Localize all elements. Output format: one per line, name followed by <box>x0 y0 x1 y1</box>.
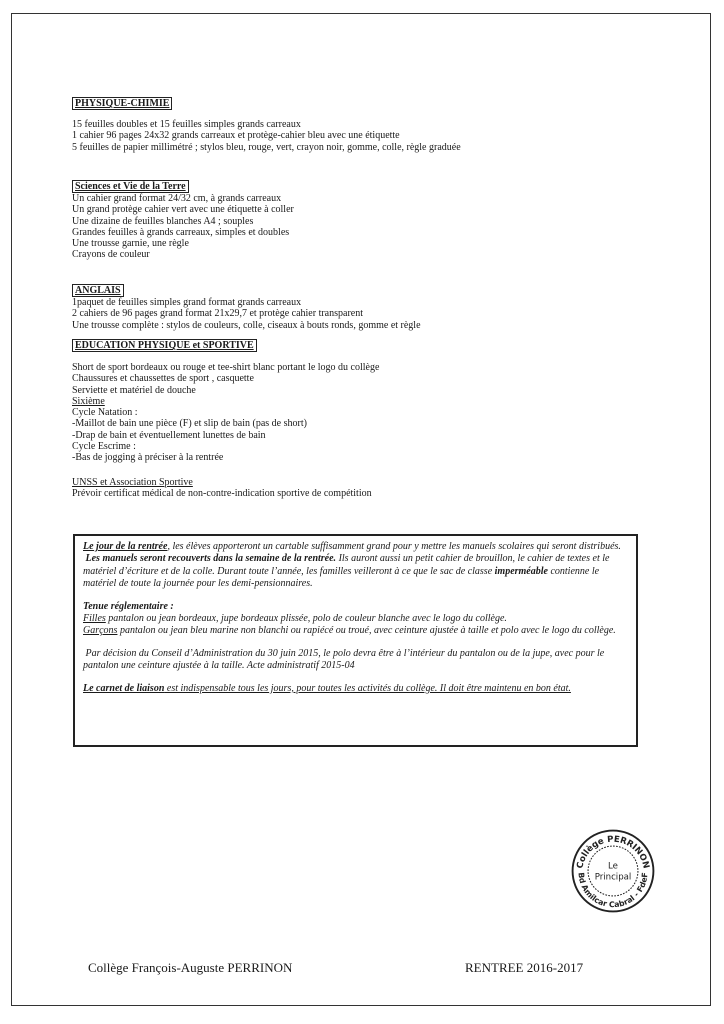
notice-text: Par décision du Conseil d’Administration du 30 juin 2015, le polo devra être à l’intérieur du pantalon ou de la jupe, avec pour le pantalon une ceinture ajustée à la taille. Acte administratif 2015-04 <box>83 647 605 672</box>
carnet-paragraph <box>83 683 628 695</box>
list-item: Short de sport bordeaux ou rouge et tee-shirt blanc portant le logo du collège <box>72 362 380 373</box>
stamp-bottom-text: Bd Amilcar Cabral - FdeF <box>576 872 650 910</box>
list-item: Chaussures et chaussettes de sport , casquette <box>72 373 254 385</box>
garcons-label: Garçons <box>83 625 118 637</box>
notice-lead: Les manuels seront recouverts dans la semaine de la rentrée. <box>85 553 337 565</box>
notice-emphasis: imperméable <box>494 565 548 577</box>
list-item: -Maillot de bain une pièce (F) et slip de bain (pas de short) <box>72 418 307 430</box>
decision-paragraph <box>83 648 628 673</box>
stamp-center-line2: Principal <box>594 872 632 883</box>
list-item: -Bas de jogging à préciser à la rentrée <box>72 452 224 464</box>
list-item: Cycle Escrime : <box>72 441 136 453</box>
notice-text: pantalon ou jean bleu marine non blanchi ou rapiécé ou troué, avec ceinture ajustée à taille et polo avec le logo du collège. <box>117 625 616 637</box>
section-heading: ANGLAIS <box>72 284 124 297</box>
list-item: Une trousse complète : stylos de couleurs, colle, ciseaux à bouts ronds, gomme et règle <box>72 319 421 331</box>
carnet-lead: Le carnet de liaison <box>83 682 165 694</box>
notice-text: , les élèves apporteront un cartable suffisamment grand pour y mettre les manuels scolaires qui seront distribués. <box>167 541 621 552</box>
section-physique-chimie <box>72 97 461 153</box>
footer-school-name: Collège François-Auguste PERRINON <box>88 960 293 975</box>
stamp-top-text: Collège PERRINON <box>575 834 651 870</box>
garcons-rule <box>83 625 628 637</box>
tenue-heading-text: Tenue réglementaire : <box>83 600 174 612</box>
tenue-heading <box>83 601 628 613</box>
section-heading: PHYSIQUE-CHIMIE <box>72 97 172 110</box>
list-item: Une dizaine de feuilles blanches A4 ; souples <box>72 215 254 227</box>
filles-label: Filles <box>83 613 106 625</box>
stamp-center-line1: Le <box>608 861 618 872</box>
notice-paragraph <box>83 541 628 553</box>
notice-text: pantalon ou jean bordeaux, jupe bordeaux plissée, polo de couleur blanche avec le logo du collège. <box>105 613 507 625</box>
list-item: 15 feuilles doubles et 15 feuilles simples grands carreaux <box>72 119 301 130</box>
list-item: Un grand protège cahier vert avec une étiquette à coller <box>72 204 294 216</box>
footer-year: RENTREE 2016-2017 <box>465 960 584 975</box>
list-item: Un cahier grand format 24/32 cm, à grands carreaux <box>72 193 282 204</box>
list-item: 1paquet de feuilles simples grand format grands carreaux <box>72 297 302 308</box>
list-item: Serviette et matériel de douche <box>72 384 196 396</box>
notice-paragraph <box>83 553 628 590</box>
list-item: 2 cahiers de 96 pages grand format 21x29,7 et protège cahier transparent <box>72 308 363 320</box>
notice-text: contienne le matériel de toute la journée pour les demi-pensionnaires. <box>83 565 600 590</box>
section-heading: EDUCATION PHYSIQUE et SPORTIVE <box>72 339 257 352</box>
unss-label: UNSS et Association Sportive <box>72 476 193 488</box>
section-anglais <box>72 284 421 331</box>
notice-text: est indispensable tous les jours, pour toutes les activités du collège. Il doit être maintenu en bon état. <box>164 682 571 694</box>
list-item: 5 feuilles de papier millimétré ; stylos bleu, rouge, vert, crayon noir, gomme, colle, règle graduée <box>72 141 461 153</box>
list-item: Crayons de couleur <box>72 249 150 261</box>
list-item: Grandes feuilles à grands carreaux, simples et doubles <box>72 226 290 238</box>
filles-rule <box>83 613 628 625</box>
list-item: 1 cahier 96 pages 24x32 grands carreaux et protège-cahier bleu avec une étiquette <box>72 130 400 142</box>
principal-stamp <box>570 828 656 914</box>
section-eps <box>72 339 379 499</box>
list-item: -Drap de bain et éventuellement lunettes de bain <box>72 429 266 441</box>
list-item: Cycle Natation : <box>72 407 138 419</box>
rentree-notice-box <box>73 534 638 747</box>
sixieme-label: Sixième <box>72 395 105 407</box>
notice-lead: Le jour de la rentrée <box>83 541 168 552</box>
section-svt <box>72 180 294 261</box>
list-item: Une trousse garnie, une règle <box>72 238 189 250</box>
notice-text: Ils auront aussi un petit cahier de brouillon, le cahier de textes et le matériel d’écriture et de la colle. Durant toute l’année, les familles veilleront à ce que le sac de classe <box>83 553 610 577</box>
list-item: Prévoir certificat médical de non-contre-indication sportive de compétition <box>72 487 372 499</box>
section-heading: Sciences et Vie de la Terre <box>72 180 189 193</box>
